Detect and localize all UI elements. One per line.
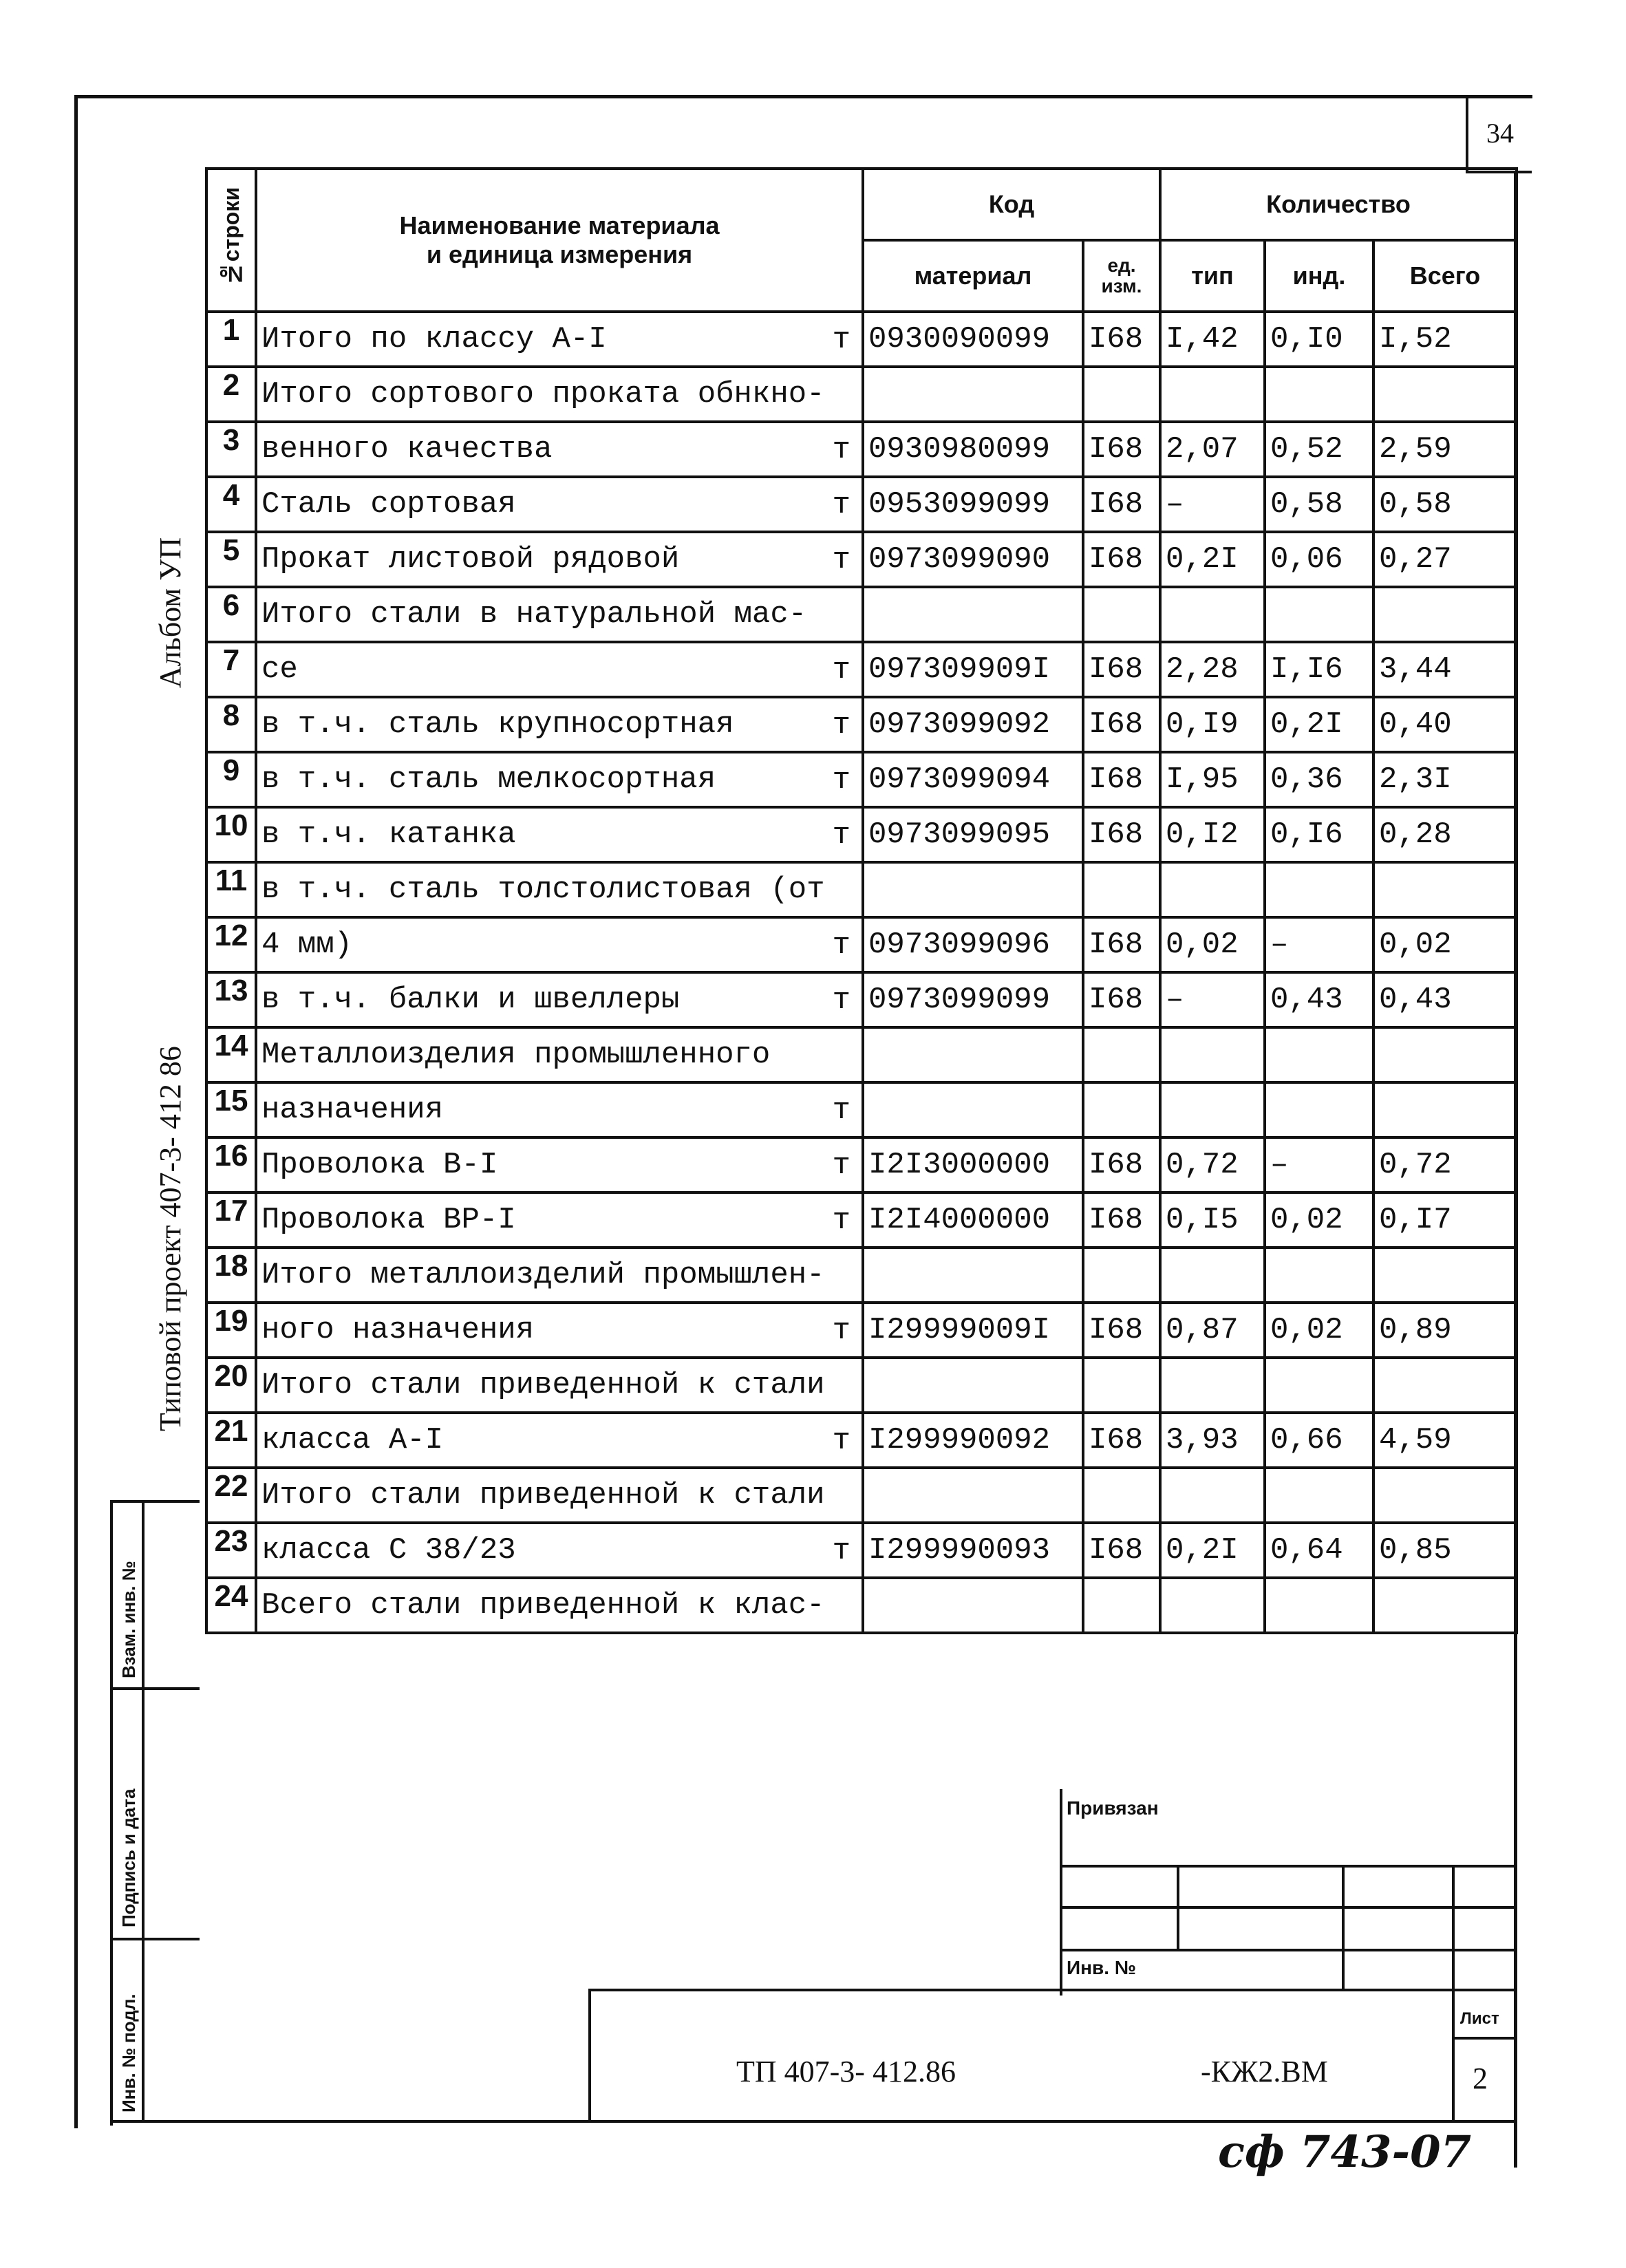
doc-code: ТП 407-3- 412.86 — [736, 2055, 956, 2088]
row-number: 7 — [206, 642, 256, 697]
qty-total: 3,44 — [1373, 642, 1517, 697]
qty-total — [1373, 367, 1517, 422]
left-stamp-column — [110, 1500, 200, 2126]
frame-bottom-line — [110, 2120, 1517, 2123]
material-name — [256, 1303, 863, 1358]
qty-type: 0,2I — [1160, 532, 1265, 587]
stamp-podpis-cell — [113, 1690, 200, 1940]
qty-total: 0,85 — [1373, 1523, 1517, 1578]
qty-type — [1160, 1027, 1265, 1082]
material-name-text: Итого стали приведенной к стали — [261, 1368, 825, 1402]
row-number: 5 — [206, 532, 256, 587]
unit-code — [1083, 367, 1160, 422]
material-name — [256, 1468, 863, 1523]
material-name — [256, 477, 863, 532]
qty-ind: 0,02 — [1265, 1303, 1373, 1358]
material-name-text: Проволока ВР-I — [261, 1203, 516, 1237]
material-name-text: Итого стали приведенной к стали — [261, 1478, 825, 1512]
material-name-text: Итого сортового проката обнкно- — [261, 377, 825, 411]
qty-type — [1160, 862, 1265, 917]
material-code: 0930090099 — [863, 312, 1083, 367]
material-name-text: Сталь сортовая — [261, 487, 516, 522]
material-name-text: Прокат листовой рядовой — [261, 542, 680, 577]
row-number: 18 — [206, 1248, 256, 1303]
material-name — [256, 367, 863, 422]
material-name-text: Всего стали приведенной к клас- — [261, 1588, 825, 1623]
qty-ind — [1265, 1248, 1373, 1303]
qty-total: 2,3I — [1373, 752, 1517, 807]
title-block-left — [588, 1989, 591, 2123]
table-row — [206, 1413, 1517, 1468]
inv-no-label: Инв. № — [1067, 1957, 1137, 1978]
material-name-text: Итого металлоизделий промышлен- — [261, 1258, 825, 1292]
unit-label: т — [832, 323, 851, 357]
material-name-text: класса А-I — [261, 1423, 444, 1457]
row-number: 1 — [206, 312, 256, 367]
row-number: 16 — [206, 1137, 256, 1192]
unit-label: т — [832, 1203, 851, 1238]
row-number: 11 — [206, 862, 256, 917]
table-row — [206, 367, 1517, 422]
material-code: 0973099099 — [863, 972, 1083, 1027]
table-row — [206, 1358, 1517, 1413]
material-code: I299990092 — [863, 1413, 1083, 1468]
material-name — [256, 532, 863, 587]
table-row — [206, 1303, 1517, 1358]
qty-total: 0,40 — [1373, 697, 1517, 752]
material-name-text: Итого стали в натуральной мас- — [261, 597, 807, 632]
qty-ind — [1265, 862, 1373, 917]
qty-total: 0,58 — [1373, 477, 1517, 532]
table-row — [206, 477, 1517, 532]
qty-total: 0,43 — [1373, 972, 1517, 1027]
table-row — [206, 587, 1517, 642]
table-row — [206, 312, 1517, 367]
header-material: материал — [863, 240, 1083, 312]
table-row — [206, 807, 1517, 862]
unit-code: I68 — [1083, 972, 1160, 1027]
qty-type — [1160, 1358, 1265, 1413]
header-row-no: №строки — [206, 169, 256, 312]
material-code — [863, 367, 1083, 422]
material-name-text: в т.ч. балки и швеллеры — [261, 983, 680, 1017]
qty-total: 0,72 — [1373, 1137, 1517, 1192]
unit-code: I68 — [1083, 1523, 1160, 1578]
unit-label: т — [832, 818, 851, 853]
material-name — [256, 862, 863, 917]
material-name — [256, 642, 863, 697]
qty-total: 0,02 — [1373, 917, 1517, 972]
material-name — [256, 807, 863, 862]
qty-ind — [1265, 367, 1373, 422]
material-name — [256, 422, 863, 477]
qty-type — [1160, 367, 1265, 422]
unit-label: т — [832, 1534, 851, 1568]
unit-label: т — [832, 1314, 851, 1348]
material-name-text: в т.ч. катанка — [261, 817, 516, 852]
header-unit: ед. изм. — [1083, 240, 1160, 312]
qty-type — [1160, 1578, 1265, 1633]
row-number: 9 — [206, 752, 256, 807]
unit-code: I68 — [1083, 752, 1160, 807]
unit-code — [1083, 1027, 1160, 1082]
material-name-text: се — [261, 652, 298, 687]
unit-code — [1083, 1358, 1160, 1413]
qty-ind: 0,43 — [1265, 972, 1373, 1027]
qty-total: I,52 — [1373, 312, 1517, 367]
stamp-vzam-label: Взам. инв. № — [118, 1561, 139, 1678]
qty-ind — [1265, 587, 1373, 642]
qty-total: 0,I7 — [1373, 1192, 1517, 1248]
qty-total — [1373, 1082, 1517, 1137]
material-code — [863, 1468, 1083, 1523]
material-code — [863, 1082, 1083, 1137]
unit-label: т — [832, 543, 851, 577]
qty-total: 0,27 — [1373, 532, 1517, 587]
qty-ind: 0,66 — [1265, 1413, 1373, 1468]
row-number: 15 — [206, 1082, 256, 1137]
qty-ind: 0,06 — [1265, 532, 1373, 587]
material-name-text: в т.ч. сталь мелкосортная — [261, 762, 716, 797]
tb-left-line — [1060, 1789, 1062, 1996]
table-row — [206, 1523, 1517, 1578]
material-name-text: в т.ч. сталь крупносортная — [261, 707, 734, 742]
qty-ind: 0,02 — [1265, 1192, 1373, 1248]
material-code: 0973099096 — [863, 917, 1083, 972]
material-name — [256, 1578, 863, 1633]
material-name — [256, 1192, 863, 1248]
table-row — [206, 642, 1517, 697]
qty-total — [1373, 862, 1517, 917]
row-number: 4 — [206, 477, 256, 532]
unit-label: т — [832, 1093, 851, 1128]
header-ind: инд. — [1265, 240, 1373, 312]
material-code — [863, 1358, 1083, 1413]
material-code: I299990093 — [863, 1523, 1083, 1578]
unit-code — [1083, 862, 1160, 917]
unit-label: т — [832, 928, 851, 963]
qty-total — [1373, 587, 1517, 642]
tb-row1 — [1060, 1865, 1517, 1868]
material-name-text: класса С 38/23 — [261, 1533, 516, 1568]
unit-label: т — [832, 708, 851, 742]
unit-label: т — [832, 653, 851, 687]
row-number: 19 — [206, 1303, 256, 1358]
qty-type: 3,93 — [1160, 1413, 1265, 1468]
material-name — [256, 312, 863, 367]
tb-col3 — [1452, 1865, 1455, 1989]
qty-type: 2,07 — [1160, 422, 1265, 477]
unit-code: I68 — [1083, 422, 1160, 477]
stamp-podpis-label: Подпись и дата — [118, 1788, 139, 1927]
qty-ind: I,I6 — [1265, 642, 1373, 697]
sheet-col-line — [1452, 1989, 1455, 2123]
qty-type: 0,I9 — [1160, 697, 1265, 752]
qty-type: 0,87 — [1160, 1303, 1265, 1358]
material-name-text: назначения — [261, 1093, 444, 1127]
material-name — [256, 1248, 863, 1303]
doc-suffix: -КЖ2.ВМ — [1201, 2055, 1328, 2088]
row-number: 17 — [206, 1192, 256, 1248]
row-number: 13 — [206, 972, 256, 1027]
unit-label: т — [832, 1424, 851, 1458]
stamp-divider — [142, 1500, 145, 2123]
material-code: 097309909I — [863, 642, 1083, 697]
qty-ind: 0,I6 — [1265, 807, 1373, 862]
qty-total — [1373, 1358, 1517, 1413]
tb-row3 — [1060, 1949, 1517, 1951]
materials-table — [205, 167, 1518, 1634]
material-code — [863, 1248, 1083, 1303]
material-name — [256, 587, 863, 642]
sheet-label: Лист — [1460, 2009, 1499, 2028]
qty-total — [1373, 1578, 1517, 1633]
table-row — [206, 972, 1517, 1027]
material-name-text: 4 мм) — [261, 928, 353, 962]
header-quantity: Количество — [1160, 169, 1517, 240]
material-name — [256, 917, 863, 972]
qty-type: – — [1160, 972, 1265, 1027]
row-number: 23 — [206, 1523, 256, 1578]
qty-type: 2,28 — [1160, 642, 1265, 697]
unit-label: т — [832, 763, 851, 798]
table-row — [206, 862, 1517, 917]
material-code: I2I3000000 — [863, 1137, 1083, 1192]
qty-type: 0,72 — [1160, 1137, 1265, 1192]
qty-ind — [1265, 1082, 1373, 1137]
table-row — [206, 422, 1517, 477]
header-code: Код — [863, 169, 1160, 240]
qty-type: 0,2I — [1160, 1523, 1265, 1578]
unit-code: I68 — [1083, 1192, 1160, 1248]
qty-type: 0,I5 — [1160, 1192, 1265, 1248]
unit-code: I68 — [1083, 1413, 1160, 1468]
material-code: 0973099094 — [863, 752, 1083, 807]
material-code — [863, 1578, 1083, 1633]
material-name-text: Проволока В-I — [261, 1148, 498, 1182]
unit-code — [1083, 1468, 1160, 1523]
qty-ind: 0,64 — [1265, 1523, 1373, 1578]
unit-code: I68 — [1083, 642, 1160, 697]
stamp-inv-cell — [113, 1940, 200, 2123]
material-name — [256, 1082, 863, 1137]
table-row — [206, 1192, 1517, 1248]
row-number: 20 — [206, 1358, 256, 1413]
qty-ind: 0,36 — [1265, 752, 1373, 807]
qty-ind: 0,52 — [1265, 422, 1373, 477]
qty-total — [1373, 1248, 1517, 1303]
qty-ind: 0,2I — [1265, 697, 1373, 752]
qty-ind: 0,I0 — [1265, 312, 1373, 367]
qty-ind — [1265, 1027, 1373, 1082]
qty-type — [1160, 587, 1265, 642]
row-number: 10 — [206, 807, 256, 862]
qty-type — [1160, 1248, 1265, 1303]
qty-type — [1160, 1468, 1265, 1523]
row-number: 3 — [206, 422, 256, 477]
qty-ind — [1265, 1468, 1373, 1523]
table-row — [206, 1137, 1517, 1192]
material-name — [256, 1027, 863, 1082]
sheet-label-line — [1452, 2037, 1517, 2040]
tb-row2 — [1060, 1906, 1517, 1909]
unit-code — [1083, 1082, 1160, 1137]
qty-ind — [1265, 1578, 1373, 1633]
table-row — [206, 532, 1517, 587]
material-code — [863, 862, 1083, 917]
qty-ind: – — [1265, 917, 1373, 972]
material-code: I2I4000000 — [863, 1192, 1083, 1248]
qty-total — [1373, 1468, 1517, 1523]
header-type: тип — [1160, 240, 1265, 312]
unit-label: т — [832, 983, 851, 1018]
tb-col2 — [1342, 1865, 1345, 1989]
material-name — [256, 752, 863, 807]
material-name-text: Итого по классу А-I — [261, 322, 607, 356]
unit-code — [1083, 1248, 1160, 1303]
header-name: Наименование материала и единица измерения — [256, 169, 863, 312]
material-name-text: венного качества — [261, 432, 553, 467]
qty-ind: 0,58 — [1265, 477, 1373, 532]
unit-code: I68 — [1083, 697, 1160, 752]
material-name-text: в т.ч. сталь толстолистовая (от — [261, 873, 825, 907]
sheet-number: 2 — [1473, 2062, 1488, 2095]
material-name-text: ного назначения — [261, 1313, 535, 1347]
material-name — [256, 697, 863, 752]
material-code: 0953099099 — [863, 477, 1083, 532]
table-row — [206, 1468, 1517, 1523]
unit-code — [1083, 587, 1160, 642]
material-code: I29999009I — [863, 1303, 1083, 1358]
qty-type: – — [1160, 477, 1265, 532]
material-name — [256, 1523, 863, 1578]
row-number: 12 — [206, 917, 256, 972]
material-name — [256, 1137, 863, 1192]
row-number: 8 — [206, 697, 256, 752]
qty-type: I,95 — [1160, 752, 1265, 807]
page-number: 34 — [1466, 95, 1532, 173]
qty-total: 4,59 — [1373, 1413, 1517, 1468]
qty-type: 0,02 — [1160, 917, 1265, 972]
unit-label: т — [832, 1148, 851, 1183]
header-total: Всего — [1373, 240, 1517, 312]
qty-type: I,42 — [1160, 312, 1265, 367]
material-code — [863, 1027, 1083, 1082]
unit-code: I68 — [1083, 1303, 1160, 1358]
material-name — [256, 1413, 863, 1468]
qty-total: 0,28 — [1373, 807, 1517, 862]
material-code: 0973099095 — [863, 807, 1083, 862]
row-number: 22 — [206, 1468, 256, 1523]
row-number: 2 — [206, 367, 256, 422]
row-number: 24 — [206, 1578, 256, 1633]
unit-code — [1083, 1578, 1160, 1633]
unit-label: т — [832, 488, 851, 522]
unit-code: I68 — [1083, 532, 1160, 587]
row-number: 6 — [206, 587, 256, 642]
qty-total: 2,59 — [1373, 422, 1517, 477]
unit-code: I68 — [1083, 312, 1160, 367]
tb-col1 — [1177, 1865, 1179, 1951]
unit-code: I68 — [1083, 917, 1160, 972]
table-row — [206, 697, 1517, 752]
row-number: 21 — [206, 1413, 256, 1468]
privyazan-label: Привязан — [1067, 1797, 1159, 1819]
unit-code: I68 — [1083, 807, 1160, 862]
handwritten-mark: сф 743-07 — [1218, 2126, 1472, 2178]
table-row — [206, 917, 1517, 972]
table-row — [206, 1248, 1517, 1303]
unit-code: I68 — [1083, 477, 1160, 532]
qty-ind: – — [1265, 1137, 1373, 1192]
table-row — [206, 1027, 1517, 1082]
material-name — [256, 1358, 863, 1413]
qty-total — [1373, 1027, 1517, 1082]
qty-type: 0,I2 — [1160, 807, 1265, 862]
material-name-text: Металлоизделия промышленного — [261, 1038, 771, 1072]
title-block-top — [588, 1989, 1517, 1991]
table-row — [206, 752, 1517, 807]
table-row — [206, 1082, 1517, 1137]
unit-code: I68 — [1083, 1137, 1160, 1192]
unit-label: т — [832, 433, 851, 467]
material-code: 0930980099 — [863, 422, 1083, 477]
material-name — [256, 972, 863, 1027]
table-row — [206, 1578, 1517, 1633]
material-code: 0973099092 — [863, 697, 1083, 752]
stamp-inv-label: Инв. № подл. — [118, 1993, 139, 2112]
stamp-vzam-cell — [113, 1503, 200, 1690]
row-number: 14 — [206, 1027, 256, 1082]
material-code — [863, 587, 1083, 642]
qty-type — [1160, 1082, 1265, 1137]
qty-ind — [1265, 1358, 1373, 1413]
side-label-project: Типовой проект 407-3- 412 86 — [153, 1046, 187, 1431]
side-label-album: Альбом УП — [153, 537, 187, 688]
qty-total: 0,89 — [1373, 1303, 1517, 1358]
material-code: 0973099090 — [863, 532, 1083, 587]
